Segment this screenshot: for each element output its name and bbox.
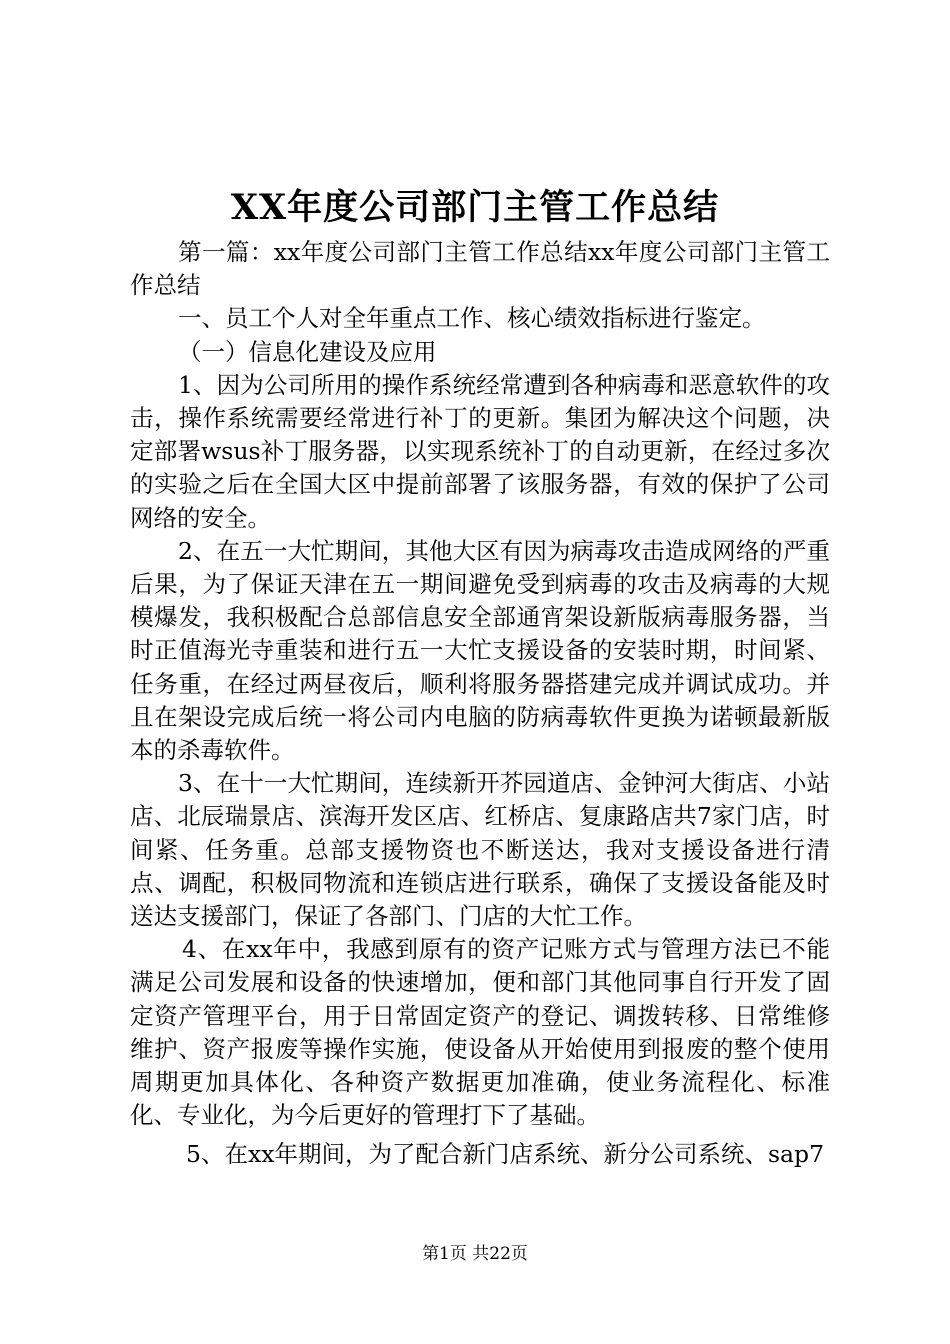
- paragraph-item-5: 5、在xx年期间，为了配合新门店系统、新分公司系统、sap7: [186, 1140, 825, 1169]
- paragraph-item-1: 1、因为公司所用的操作系统经常遭到各种病毒和恶意软件的攻击，操作系统需要经常进行补丁的更新。集团为解决这个问题，决定部署wsus补丁服务器，以实现系统补丁的自动更新，在经过多次的实验之后在全国大区中提前部署了该服务器，有效的保护了公司网络的安全。: [130, 370, 830, 532]
- paragraph-subsection-heading: （一）信息化建设及应用: [178, 337, 437, 366]
- paragraph-section-heading: 一、员工个人对全年重点工作、核心绩效指标进行鉴定。: [178, 304, 766, 333]
- paragraph-intro: 第一篇：xx年度公司部门主管工作总结xx年度公司部门主管工作总结: [130, 238, 830, 300]
- paragraph-item-2: 2、在五一大忙期间，其他大区有因为病毒攻击造成网络的严重后果，为了保证天津在五一期间避免受到病毒的攻击及病毒的大规模爆发，我积极配合总部信息安全部通宵架设新版病毒服务器，当时正值海光寺重装和进行五一大忙支援设备的安装时期，时间紧、任务重，在经过两昼夜后，顺利将服务器搭建完成并调试成功。并且在架设完成后统一将公司内电脑的防病毒软件更换为诺顿最新版本的杀毒软件。: [130, 536, 830, 765]
- paragraph-item-4: 4、在xx年中，我感到原有的资产记账方式与管理方法已不能满足公司发展和设备的快速增加，便和部门其他同事自行开发了固定资产管理平台，用于日常固定资产的登记、调拨转移、日常维修维护、资产报废等操作实施，使设备从开始使用到报废的整个使用周期更加具体化、各种资产数据更加准确，使业务流程化、标准化、专业化，为今后更好的管理打下了基础。: [130, 935, 830, 1130]
- paragraph-item-3: 3、在十一大忙期间，连续新开芥园道店、金钟河大街店、小站店、北辰瑞景店、滨海开发区店、红桥店、复康路店共7家门店，时间紧、任务重。总部支援物资也不断送达，我对支援设备进行清点、调配，积极同物流和连锁店进行联系，确保了支援设备能及时送达支援部门，保证了各部门、门店的大忙工作。: [130, 769, 830, 931]
- page-footer: 第1页 共22页: [422, 1244, 528, 1264]
- document-title: XX年度公司部门主管工作总结: [230, 187, 720, 228]
- document-body: [130, 236, 830, 1172]
